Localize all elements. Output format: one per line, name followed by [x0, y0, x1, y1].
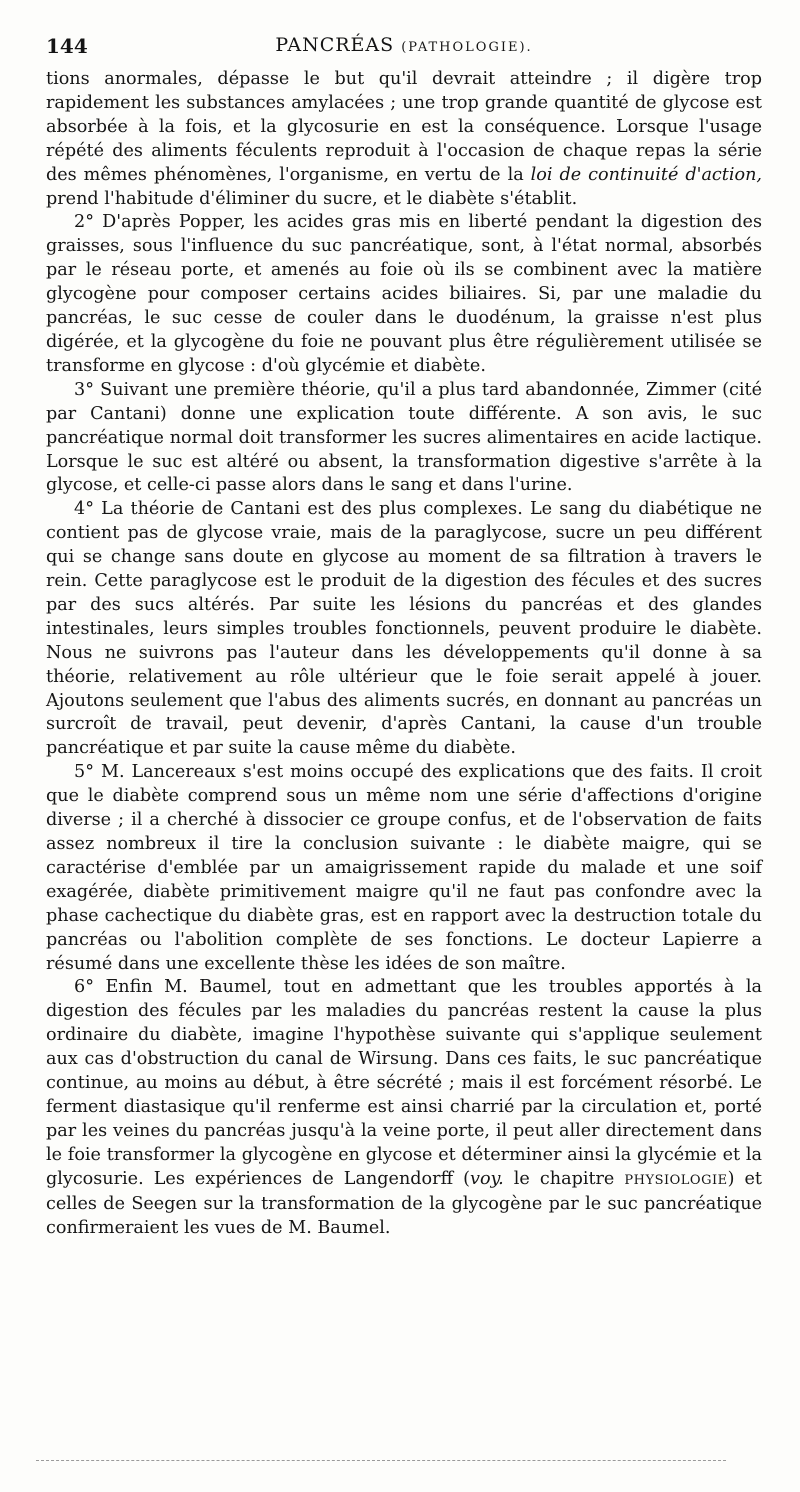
- running-title-main: PANCRÉAS: [275, 34, 395, 56]
- running-title: [46, 34, 762, 56]
- paragraph-popper: 2° D'après Popper, les acides gras mis en liberté pendant la digestion des graisses, sous l'influence du suc pancréatique, sont, à l'état normal, absorbés par le réseau porte, et amenés au foie où ils se combinent avec la matière glycogène pour composer certains acides biliaires. Si, par une maladie du pancréas, le suc cesse de couler dans le duodénum, la graisse n'est plus digérée, et la glycogène du foie ne pouvant plus être régulièrement utilisée se transforme en glycose : d'où glycémie et diabète.: [46, 212, 762, 376]
- paragraph-text: le chapitre: [513, 1168, 615, 1189]
- page-number: 144: [46, 34, 88, 58]
- paragraph-text: ) et celles de Seegen sur la transformation de la glycogène par le suc pancréatique confirmeraient les vues de M. Baumel.: [46, 1168, 762, 1238]
- paragraph-zimmer: 3° Suivant une première théorie, qu'il a plus tard abandonnée, Zimmer (cité par Cantani) donne une explication toute différente. A son avis, le suc pancréatique normal doit transformer les sucres alimentaires en acide lactique. Lorsque le suc est altéré ou absent, la transformation digestive s'arrête à la glycose, et celle-ci passe alors dans le sang et dans l'urine.: [46, 379, 762, 496]
- running-header: [46, 34, 762, 64]
- paragraph-text: prend l'habitude d'éliminer du sucre, et le diabète s'établit.: [46, 188, 578, 209]
- italic-phrase: loi de continuité d'action,: [530, 164, 762, 185]
- paragraph-continuation: [46, 68, 762, 211]
- italic-abbrev: voy.: [470, 1168, 504, 1189]
- footer-rule: [36, 1460, 726, 1461]
- small-caps-reference: PHYSIOLOGIE: [624, 1172, 728, 1188]
- paragraph-baumel: [46, 976, 762, 1240]
- running-title-subtitle: (PATHOLOGIE).: [401, 40, 533, 55]
- paragraph-cantani: 4° La théorie de Cantani est des plus complexes. Le sang du diabétique ne contient pas de glycose vraie, mais de la paraglycose, sucre un peu différent qui se change sans doute en glycose au moment de sa filtration à travers le rein. Cette paraglycose est le produit de la digestion des fécules et des sucres par des sucs altérés. Par suite les lésions du pancréas et des glandes intestinales, leurs simples troubles fonctionnels, peuvent produire le diabète. Nous ne suivrons pas l'auteur dans les développements qu'il donne à sa théorie, relativement au rôle ultérieur que le foie serait appelé à jouer. Ajoutons seulement que l'abus des aliments sucrés, en donnant au pancréas un surcroît de travail, peut devenir, d'après Cantani, la cause d'un trouble pancréatique et par suite la cause même du diabète.: [46, 499, 762, 759]
- paragraph-text: 6° Enfin M. Baumel, tout en admettant que les troubles apportés à la digestion des fécules par les maladies du pancréas restent la cause la plus ordinaire du diabète, imagine l'hypothèse suivante qui s'applique seulement aux cas d'obstruction du canal de Wirsung. Dans ces faits, le suc pancréatique continue, au moins au début, à être sécrété ; mais il est forcément résorbé. Le ferment diastasique qu'il renferme est ainsi charrié par la circulation et, porté par les veines du pancréas jusqu'à la veine porte, il peut aller directement dans le foie transformer la glycogène en glycose et déterminer ainsi la glycémie et la glycosurie. Les expériences de Langendorff (: [46, 977, 762, 1189]
- paragraph-text: tions anormales, dépasse le but qu'il devrait atteindre ; il digère trop rapidement les substances amylacées ; une trop grande quantité de glycose est absorbée à la fois, et la glycosurie en est la conséquence. Lorsque l'usage répété des aliments féculents reproduit à l'occasion de chaque repas la série des mêmes phénomènes, l'organisme, en vertu de la: [46, 69, 762, 185]
- body-text: [46, 68, 762, 1240]
- paragraph-lancereaux: 5° M. Lancereaux s'est moins occupé des explications que des faits. Il croit que le diabète comprend sous un même nom une série d'affections d'origine diverse ; il a cherché à dissocier ce groupe confus, et de l'observation de faits assez nombreux il tire la conclusion suivante : le diabète maigre, qui se caractérise d'emblée par un amaigrissement rapide du malade et une soif exagérée, diabète primitivement maigre qu'il ne faut pas confondre avec la phase cachectique du diabète gras, est en rapport avec la destruction totale du pancréas ou l'abolition complète de ses fonctions. Le docteur Lapierre a résumé dans une excellente thèse les idées de son maître.: [46, 762, 762, 974]
